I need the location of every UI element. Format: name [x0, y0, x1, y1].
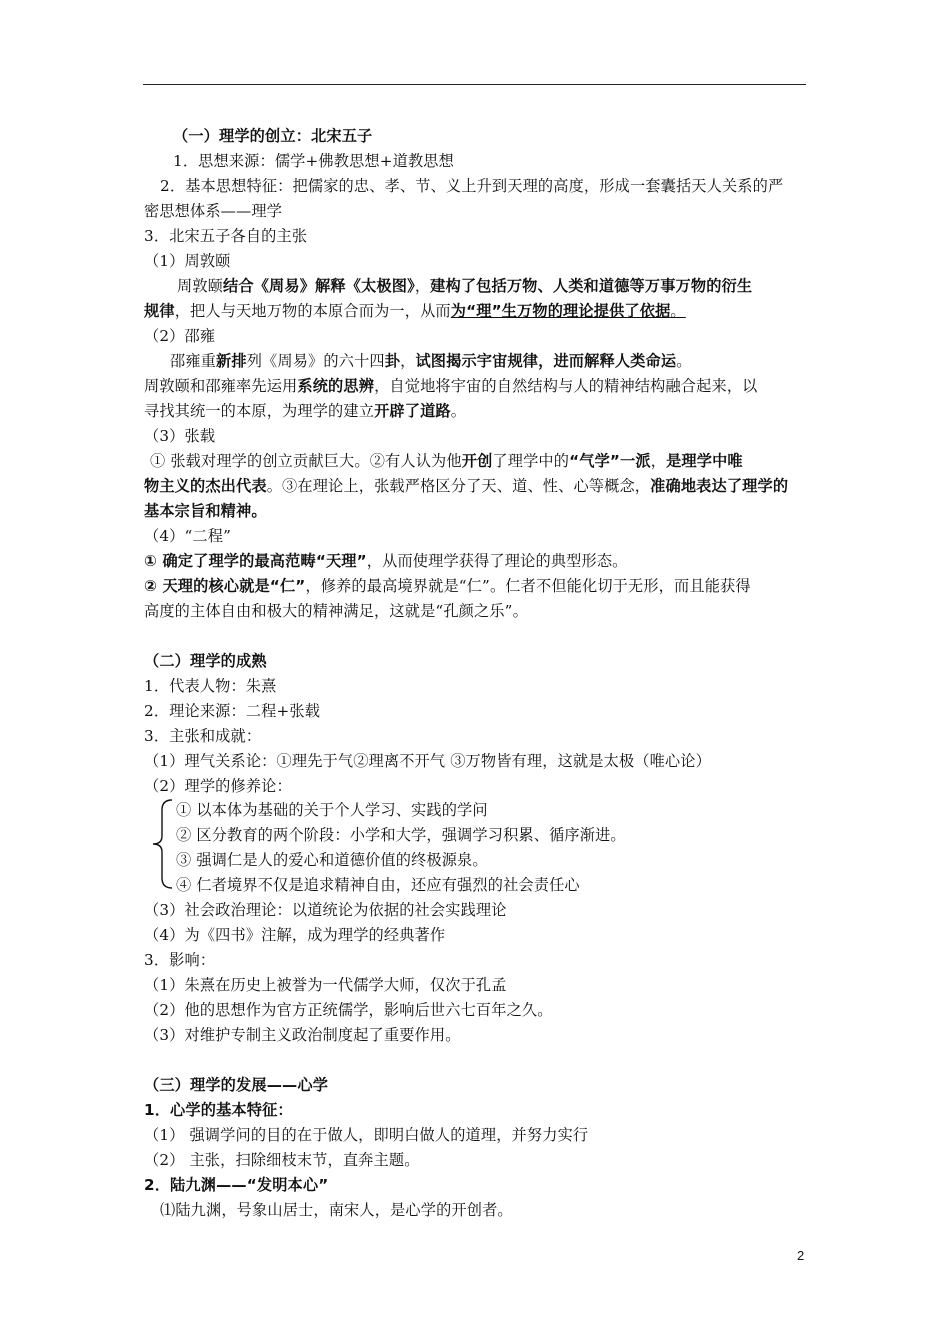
s2-line-5: （2）理学的修养论：	[144, 777, 292, 795]
s2-line-9: （1）朱熹在历史上被誉为一代儒学大师，仅次于孔孟	[144, 976, 507, 994]
s1-line-3: 3．北宋五子各自的主张	[144, 227, 308, 245]
section-3-heading: （三）理学的发展——心学	[144, 1076, 329, 1094]
s2-line-7: （4）为《四书》注解，成为理学的经典著作	[144, 926, 446, 944]
zhang-para-2: 物主义的杰出代表。③在理论上，张载严格区分了天、道、性、心等概念，准确地表达了理学的	[144, 477, 789, 495]
s2-line-1: 1．代表人物：朱熹	[144, 677, 277, 695]
s2-line-10: （2）他的思想作为官方正统儒学，影响后世六七百年之久。	[144, 1001, 553, 1019]
s3-line-1: 1．心学的基本特征：	[144, 1101, 293, 1119]
s1-line-2b: 密思想体系——理学	[144, 202, 283, 220]
cultivation-item-2: ② 区分教育的两个阶段：小学和大学，强调学习积累、循序渐进。	[176, 826, 626, 844]
brace-bracket	[150, 798, 174, 890]
shao-para: 邵雍重新排列《周易》的六十四卦，试图揭示宇宙规律，进而解释人类命运。	[170, 352, 692, 370]
s3-line-5: ⑴陆九渊，号象山居士，南宋人，是心学的开创者。	[160, 1201, 513, 1219]
s2-line-4: （1）理气关系论：①理先于气②理离不开气 ③万物皆有理，这就是太极（唯心论）	[144, 752, 711, 770]
section-1-heading: （一）理学的创立：北宋五子	[173, 127, 373, 145]
s1-line-2a: 2．基本思想特征：把儒家的忠、孝、节、义上升到天理的高度，形成一套囊括天人关系的严	[160, 177, 784, 195]
cheng-point-1: ① 确定了理学的最高范畴“天理”，从而使理学获得了理论的典型形态。	[144, 552, 628, 570]
s2-line-6: （3）社会政治理论：以道统论为依据的社会实践理论	[144, 901, 507, 919]
cultivation-item-3: ③ 强调仁是人的爱心和道德价值的终极源泉。	[176, 851, 488, 869]
s1-line-1: 1．思想来源：儒学+佛教思想+道教思想	[173, 152, 454, 170]
s3-line-2: （1） 强调学问的目的在于做人，即明白做人的道理，并努力实行	[144, 1126, 589, 1144]
cheng-point-2b: 高度的主体自由和极大的精神满足，这就是“孔颜之乐”。	[144, 602, 528, 620]
cultivation-item-1: ① 以本体为基础的关于个人学习、实践的学问	[176, 801, 488, 819]
zhang-para-1: ① 张载对理学的创立贡献巨大。②有人认为他开创了理学中的“气学”一派，是理学中唯	[150, 452, 743, 470]
s2-line-11: （3）对维护专制主义政治制度起了重要作用。	[144, 1026, 461, 1044]
s2-line-2: 2．理论来源：二程+张载	[144, 702, 321, 720]
s2-line-3: 3．主张和成就：	[144, 727, 262, 745]
s3-line-4: 2．陆九渊——“发明本心”	[144, 1176, 329, 1194]
shao-label: （2）邵雍	[144, 327, 216, 345]
zhang-label: （3）张载	[144, 427, 216, 445]
joint-para-1: 周敦颐和邵雍率先运用系统的思辨，自觉地将宇宙的自然结构与人的精神结构融合起来，以	[144, 377, 758, 395]
section-2-heading: （二）理学的成熟	[144, 652, 267, 670]
joint-para-2: 寻找其统一的本原，为理学的建立开辟了道路。	[144, 402, 467, 420]
cultivation-item-4: ④ 仁者境界不仅是追求精神自由，还应有强烈的社会责任心	[176, 876, 580, 894]
zhang-para-3: 基本宗旨和精神。	[144, 502, 267, 520]
header-rule	[143, 84, 806, 85]
cheng-label: （4）“二程”	[144, 527, 231, 545]
zhou-para-1: 周敦颐结合《周易》解释《太极图》，建构了包括万物、人类和道德等万事万物的衍生	[177, 277, 753, 295]
zhou-label: （1）周敦颐	[144, 252, 231, 270]
page-number: 2	[797, 1248, 805, 1263]
s3-line-3: （2） 主张，扫除细枝末节，直奔主题。	[144, 1151, 420, 1169]
s2-line-8: 3．影响：	[144, 951, 216, 969]
zhou-para-2: 规律，把人与天地万物的本原合而为一，从而为“理”生万物的理论提供了依据。	[144, 302, 686, 320]
cheng-point-2: ② 天理的核心就是“仁”，修养的最高境界就是“仁”。仁者不但能化切于无形，而且能获得	[144, 577, 751, 595]
